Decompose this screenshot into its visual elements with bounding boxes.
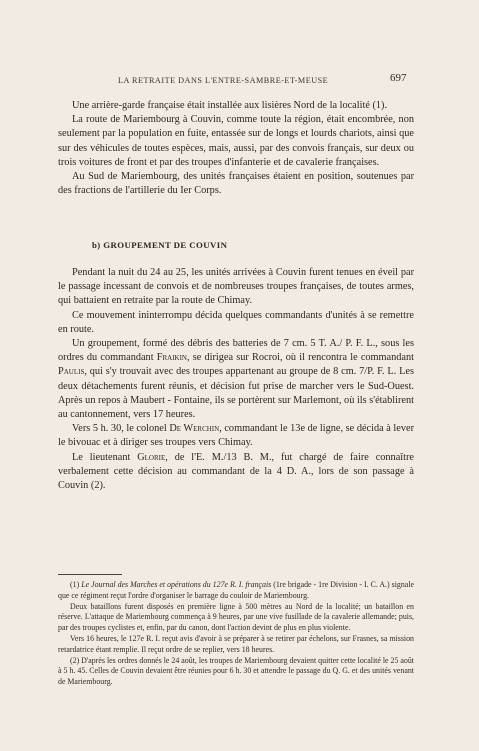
footnote-paragraph: Vers 16 heures, le 127e R. I. reçut avis d'avoir à se préparer à se retirer par échelons, sur Frasnes, sa mission retardatrice étant remplie. Il reçut ordre de se replier, vers 18 heures. [58, 633, 414, 654]
footnote-paragraph: Deux bataillons furent disposés en première ligne à 500 mètres au Nord de la localité; un bataillon en réserve. L'attaque de Mariembourg commença à 9 heures, par une vive fusillade de la cavalerie allemande; puis, par des troupes cyclistes et, enfin, par du canon, dont l'action devint de plus en plus violente. [58, 601, 414, 633]
footnote-divider [58, 574, 122, 575]
body-text-block-2 [58, 266, 414, 493]
paragraph: Pendant la nuit du 24 au 25, les unités arrivées à Couvin furent tenues en éveil par le passage incessant de convois et de nombreuses troupes françaises, de toutes armes, qui battaient en retraite par la route de Chimay. [58, 267, 414, 307]
person-name: De Werchin [169, 423, 220, 435]
person-name: Paulis [58, 366, 85, 378]
footnote [58, 580, 414, 602]
text-run: , qui s'y trouvait avec des troupes appartenant au groupe de 8 cm. 7/P. F. L. Les deux détachements furent réunis, et décision fut prise de marcher vers le Sud-Ouest. Après un repos à Maubert - Fontaine, ils se portèrent sur Marlemont, où ils s'établirent au cantonnement, vers 17 heures. [58, 366, 414, 421]
text-run: Vers 5 h. 30, le colonel [72, 423, 170, 435]
paragraph: Une arrière-garde française était installée aux lisières Nord de la localité (1). [72, 100, 388, 111]
paragraph: Ce mouvement ininterrompu décida quelques commandants d'unités à se remettre en route. [58, 309, 414, 335]
text-run: (1re brigade - 1re Division - I. C. A.) signale que ce régiment reçut l'ordre d'organiser le barrage du couloir de Mariembourg. [58, 580, 414, 600]
paragraph [58, 422, 414, 450]
paragraph [58, 337, 414, 422]
page-number: 697 [390, 72, 407, 84]
text-run: , commandant le 13e de ligne, se décida à lever le bivouac et à diriger ses troupes vers Chimay. [58, 423, 415, 449]
section-heading: b) GROUPEMENT DE COUVIN [92, 240, 228, 250]
person-name: Fraikin [156, 352, 187, 364]
footnote-number: (1) [70, 580, 82, 589]
paragraph: Au Sud de Mariembourg, des unités françaises étaient en position, soutenues par des fractions de l'artillerie du Ier Corps. [58, 171, 414, 197]
footnote: (2) D'après les ordres donnés le 24 août, les troupes de Mariembourg devaient quitter cette localité le 25 août à 5 h. 45. Celles de Couvin devaient être réunies pour 6 h. 30 et attendre le passage du Q. G. et des unités venant de Mariembourg. [58, 655, 414, 687]
footnotes [58, 580, 414, 688]
paragraph: La route de Mariembourg à Couvin, comme toute la région, était encombrée, non seulement par la population en fuite, entassée sur de longs et lourds chariots, ainsi que sur des véhicules de toutes espèces, mais, aussi, par des convois français, sur deux ou trois voitures de front et par des troupes d'infanterie et de cavalerie françaises. [58, 114, 414, 168]
text-run: , se dirigea sur Rocroi, où il rencontra le commandant [186, 352, 414, 364]
person-name: Glorie [137, 451, 166, 463]
running-head: LA RETRAITE DANS L'ENTRE-SAMBRE-ET-MEUSE [118, 76, 329, 85]
footnote-source-title: Le Journal des Marches et opérations du 127e R. I. français [81, 580, 272, 589]
body-text-block-1 [58, 99, 414, 198]
text-run: , de l'E. M./13 B. M., fut chargé de faire connaître verbalement cette décision au commandant de la 4 D. A., lors de son passage à Couvin (2). [58, 451, 415, 492]
text-run: Le lieutenant [72, 451, 138, 463]
paragraph [58, 451, 414, 494]
text-run: Un groupement, formé des débris des batteries de 7 cm. 5 T. A./ P. F. L., sous les ordres du commandant [58, 338, 414, 364]
